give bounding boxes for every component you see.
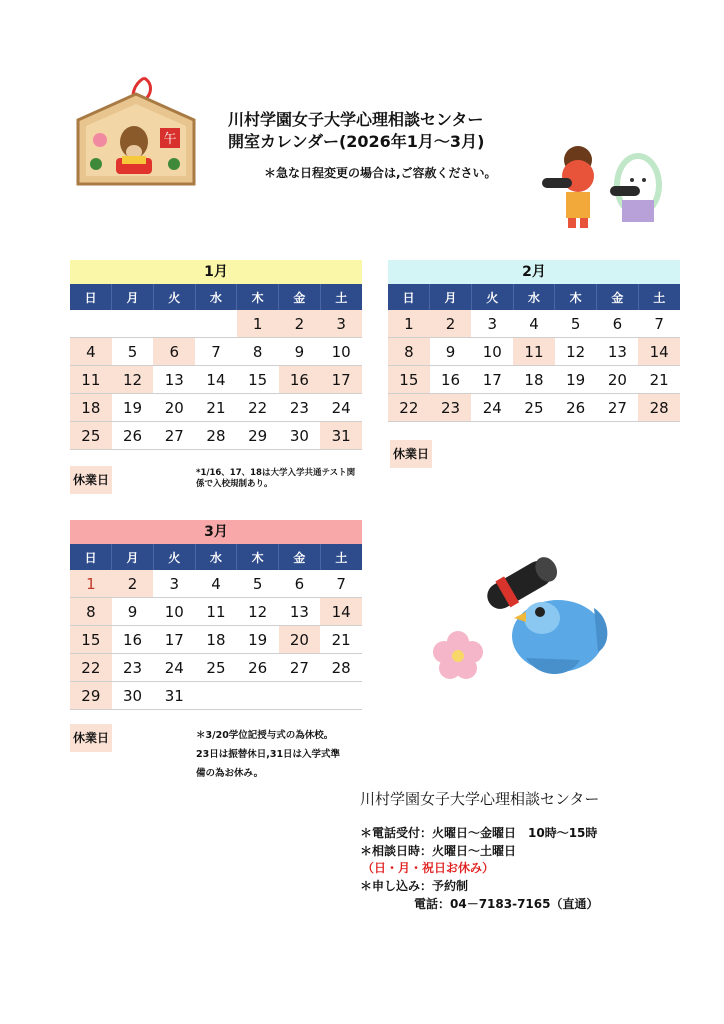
sakura-icon [433, 631, 483, 679]
day-cell: 19 [555, 366, 597, 394]
day-cell: 16 [279, 366, 321, 394]
day-cell: 10 [153, 598, 195, 626]
day-cell: 14 [320, 598, 362, 626]
day-cell [195, 310, 237, 338]
week-row [70, 310, 362, 338]
week-row [388, 366, 680, 394]
day-cell: 13 [597, 338, 639, 366]
day-cell: 12 [237, 598, 279, 626]
day-cell: 11 [513, 338, 555, 366]
weekday-wed: 水 [195, 284, 237, 310]
day-cell: 22 [388, 394, 430, 422]
january-note: *1/16、17、18は大学入学共通テスト関係で入校規制あり。 [196, 468, 356, 489]
closed-day-legend: 休業日 [390, 440, 432, 468]
closed-day-legend: 休業日 [70, 466, 112, 494]
week-row [388, 310, 680, 338]
day-cell: 14 [195, 366, 237, 394]
day-cell: 9 [430, 338, 472, 366]
week-row [70, 422, 362, 450]
week-row [70, 598, 362, 626]
weekday-sat: 土 [638, 284, 680, 310]
day-cell [237, 682, 279, 710]
day-cell: 23 [279, 394, 321, 422]
day-cell: 1 [70, 570, 112, 598]
day-cell: 6 [153, 338, 195, 366]
day-cell: 30 [112, 682, 154, 710]
day-cell [320, 682, 362, 710]
center-name: 川村学園女子大学心理相談センター [360, 790, 600, 808]
page-subtitle: 開室カレンダー(2026年1月～3月) [228, 132, 485, 151]
weekday-sat: 土 [320, 544, 362, 570]
march-note-line: ＊3/20学位記授与式の為休校。 [196, 730, 334, 741]
weekday-wed: 水 [195, 544, 237, 570]
day-cell: 4 [70, 338, 112, 366]
day-cell: 22 [237, 394, 279, 422]
day-cell: 21 [195, 394, 237, 422]
day-cell: 15 [388, 366, 430, 394]
month-grid [70, 284, 362, 450]
oni-ehomaki-icon [538, 140, 668, 235]
day-cell: 21 [638, 366, 680, 394]
calendar-february [388, 260, 680, 422]
month-label: 2月 [388, 260, 680, 284]
day-cell: 25 [195, 654, 237, 682]
day-cell: 21 [320, 626, 362, 654]
day-cell: 22 [70, 654, 112, 682]
day-cell: 17 [153, 626, 195, 654]
closed-days: （日・月・祝日お休み） [362, 861, 495, 875]
day-cell: 19 [237, 626, 279, 654]
weekday-tue: 火 [153, 284, 195, 310]
apply-info: ＊申し込み：予約制 [360, 879, 469, 893]
weekday-sun: 日 [70, 284, 112, 310]
day-cell: 28 [195, 422, 237, 450]
month-grid [388, 284, 680, 422]
page-title: 川村学園女子大学心理相談センター [228, 110, 484, 129]
week-row [70, 570, 362, 598]
day-cell: 30 [279, 422, 321, 450]
day-cell: 31 [320, 422, 362, 450]
day-cell: 2 [112, 570, 154, 598]
day-cell: 12 [555, 338, 597, 366]
day-cell: 6 [597, 310, 639, 338]
weekday-mon: 月 [112, 544, 154, 570]
weekday-thu: 木 [237, 544, 279, 570]
week-row [70, 626, 362, 654]
day-cell: 11 [195, 598, 237, 626]
week-row [70, 654, 362, 682]
day-cell: 18 [195, 626, 237, 654]
day-cell: 10 [320, 338, 362, 366]
weekday-mon: 月 [430, 284, 472, 310]
week-row [70, 394, 362, 422]
day-cell: 3 [153, 570, 195, 598]
day-cell [195, 682, 237, 710]
day-cell: 26 [112, 422, 154, 450]
day-cell: 29 [70, 682, 112, 710]
weekday-sat: 土 [320, 284, 362, 310]
consult-days: ＊相談日時：火曜日～土曜日 [360, 844, 517, 858]
weekday-mon: 月 [112, 284, 154, 310]
day-cell: 9 [112, 598, 154, 626]
ema-horse-icon [74, 72, 198, 192]
day-cell: 10 [471, 338, 513, 366]
day-cell: 4 [195, 570, 237, 598]
day-cell: 24 [153, 654, 195, 682]
day-cell: 18 [513, 366, 555, 394]
day-cell: 13 [279, 598, 321, 626]
day-cell: 19 [112, 394, 154, 422]
day-cell: 6 [279, 570, 321, 598]
day-cell: 1 [388, 310, 430, 338]
day-cell [70, 310, 112, 338]
week-row [70, 682, 362, 710]
day-cell: 25 [513, 394, 555, 422]
march-note [196, 726, 340, 783]
day-cell: 16 [430, 366, 472, 394]
calendar-january [70, 260, 362, 450]
day-cell: 18 [70, 394, 112, 422]
day-cell: 12 [112, 366, 154, 394]
day-cell [112, 310, 154, 338]
march-note-line: 備の為お休み。 [196, 768, 264, 779]
weekday-fri: 金 [279, 284, 321, 310]
schedule-change-note: ＊急な日程変更の場合は,ご容赦ください。 [264, 166, 497, 180]
day-cell [153, 310, 195, 338]
day-cell: 28 [638, 394, 680, 422]
weekday-tue: 火 [153, 544, 195, 570]
day-cell: 29 [237, 422, 279, 450]
day-cell: 25 [70, 422, 112, 450]
day-cell: 7 [638, 310, 680, 338]
day-cell: 14 [638, 338, 680, 366]
day-cell: 2 [279, 310, 321, 338]
bird-diploma-icon [430, 548, 620, 688]
weekday-sun: 日 [70, 544, 112, 570]
day-cell: 7 [320, 570, 362, 598]
march-note-line: 23日は振替休日,31日は入学式準 [196, 749, 341, 760]
day-cell: 20 [597, 366, 639, 394]
day-cell: 17 [471, 366, 513, 394]
day-cell: 24 [471, 394, 513, 422]
weekday-thu: 木 [237, 284, 279, 310]
month-grid [70, 544, 362, 710]
weekday-fri: 金 [597, 284, 639, 310]
day-cell: 28 [320, 654, 362, 682]
day-cell: 17 [320, 366, 362, 394]
day-cell: 23 [112, 654, 154, 682]
week-row [70, 338, 362, 366]
day-cell: 27 [597, 394, 639, 422]
day-cell: 13 [153, 366, 195, 394]
day-cell: 1 [237, 310, 279, 338]
day-cell [279, 682, 321, 710]
month-label: 3月 [70, 520, 362, 544]
weekday-sun: 日 [388, 284, 430, 310]
day-cell: 5 [237, 570, 279, 598]
day-cell: 5 [555, 310, 597, 338]
day-cell: 26 [555, 394, 597, 422]
day-cell: 24 [320, 394, 362, 422]
day-cell: 4 [513, 310, 555, 338]
week-row [70, 366, 362, 394]
day-cell: 20 [279, 626, 321, 654]
day-cell: 5 [112, 338, 154, 366]
phone-number: 電話：04－7183-7165（直通） [414, 897, 599, 911]
day-cell: 23 [430, 394, 472, 422]
weekday-wed: 水 [513, 284, 555, 310]
day-cell: 3 [320, 310, 362, 338]
calendar-march [70, 520, 362, 710]
svg-text:午: 午 [163, 132, 177, 147]
day-cell: 15 [237, 366, 279, 394]
month-label: 1月 [70, 260, 362, 284]
day-cell: 31 [153, 682, 195, 710]
weekday-fri: 金 [279, 544, 321, 570]
day-cell: 11 [70, 366, 112, 394]
day-cell: 16 [112, 626, 154, 654]
day-cell: 9 [279, 338, 321, 366]
day-cell: 8 [70, 598, 112, 626]
week-row [388, 394, 680, 422]
day-cell: 3 [471, 310, 513, 338]
day-cell: 20 [153, 394, 195, 422]
day-cell: 15 [70, 626, 112, 654]
day-cell: 26 [237, 654, 279, 682]
day-cell: 2 [430, 310, 472, 338]
weekday-thu: 木 [555, 284, 597, 310]
day-cell: 27 [153, 422, 195, 450]
weekday-tue: 火 [471, 284, 513, 310]
day-cell: 8 [237, 338, 279, 366]
day-cell: 27 [279, 654, 321, 682]
day-cell: 8 [388, 338, 430, 366]
day-cell: 7 [195, 338, 237, 366]
phone-hours: ＊電話受付：火曜日～金曜日 10時～15時 [360, 826, 598, 840]
closed-day-legend: 休業日 [70, 724, 112, 752]
week-row [388, 338, 680, 366]
